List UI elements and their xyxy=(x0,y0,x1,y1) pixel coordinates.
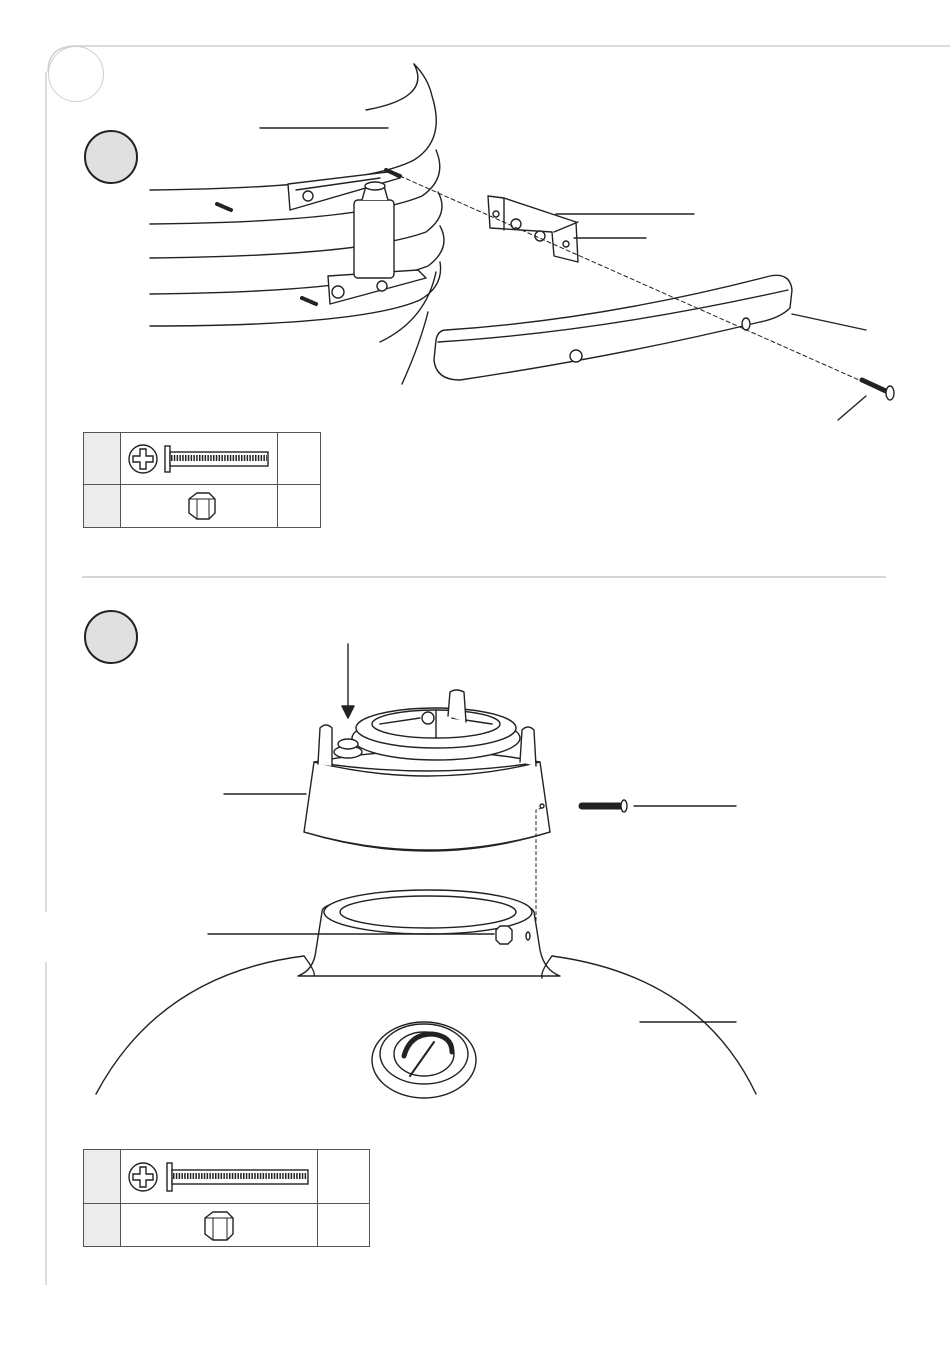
step-2-parts-table xyxy=(83,1149,370,1247)
part-key-cell xyxy=(84,1204,121,1247)
part-key-cell xyxy=(84,485,121,528)
vent-post-left xyxy=(318,725,332,766)
step-2-illustration xyxy=(0,620,950,1140)
table-row xyxy=(84,433,321,485)
part-qty-cell xyxy=(278,485,321,528)
part-qty-cell xyxy=(278,433,321,485)
table-row xyxy=(84,485,321,528)
hinge-cylinder xyxy=(354,200,394,278)
stud-lower xyxy=(302,298,316,304)
part-qty-cell xyxy=(318,1204,370,1247)
grill-top-band xyxy=(366,64,418,110)
vent-post-right xyxy=(520,727,536,766)
grill-lower-curve-2 xyxy=(402,312,428,384)
chimney-body xyxy=(304,762,550,851)
handle-bar xyxy=(434,275,792,380)
callout-line-4 xyxy=(792,314,866,330)
part-image-cell xyxy=(121,1150,318,1204)
part-qty-cell xyxy=(318,1150,370,1204)
callout-line-5 xyxy=(838,396,866,420)
stud-left xyxy=(217,204,231,210)
table-row xyxy=(84,1150,370,1204)
handle-screw xyxy=(862,380,888,392)
long-bolt-icon xyxy=(121,1151,317,1203)
hex-nut-icon xyxy=(121,485,277,527)
bolt-icon xyxy=(121,434,277,484)
handle-bracket xyxy=(488,196,578,262)
hex-nut-icon xyxy=(121,1204,317,1246)
part-image-cell xyxy=(121,485,278,528)
step-1-illustration xyxy=(0,0,950,440)
part-image-cell xyxy=(121,1204,318,1247)
part-key-cell xyxy=(84,433,121,485)
table-row xyxy=(84,1204,370,1247)
step-1-parts-table xyxy=(83,432,321,528)
part-image-cell xyxy=(121,433,278,485)
part-key-cell xyxy=(84,1150,121,1204)
